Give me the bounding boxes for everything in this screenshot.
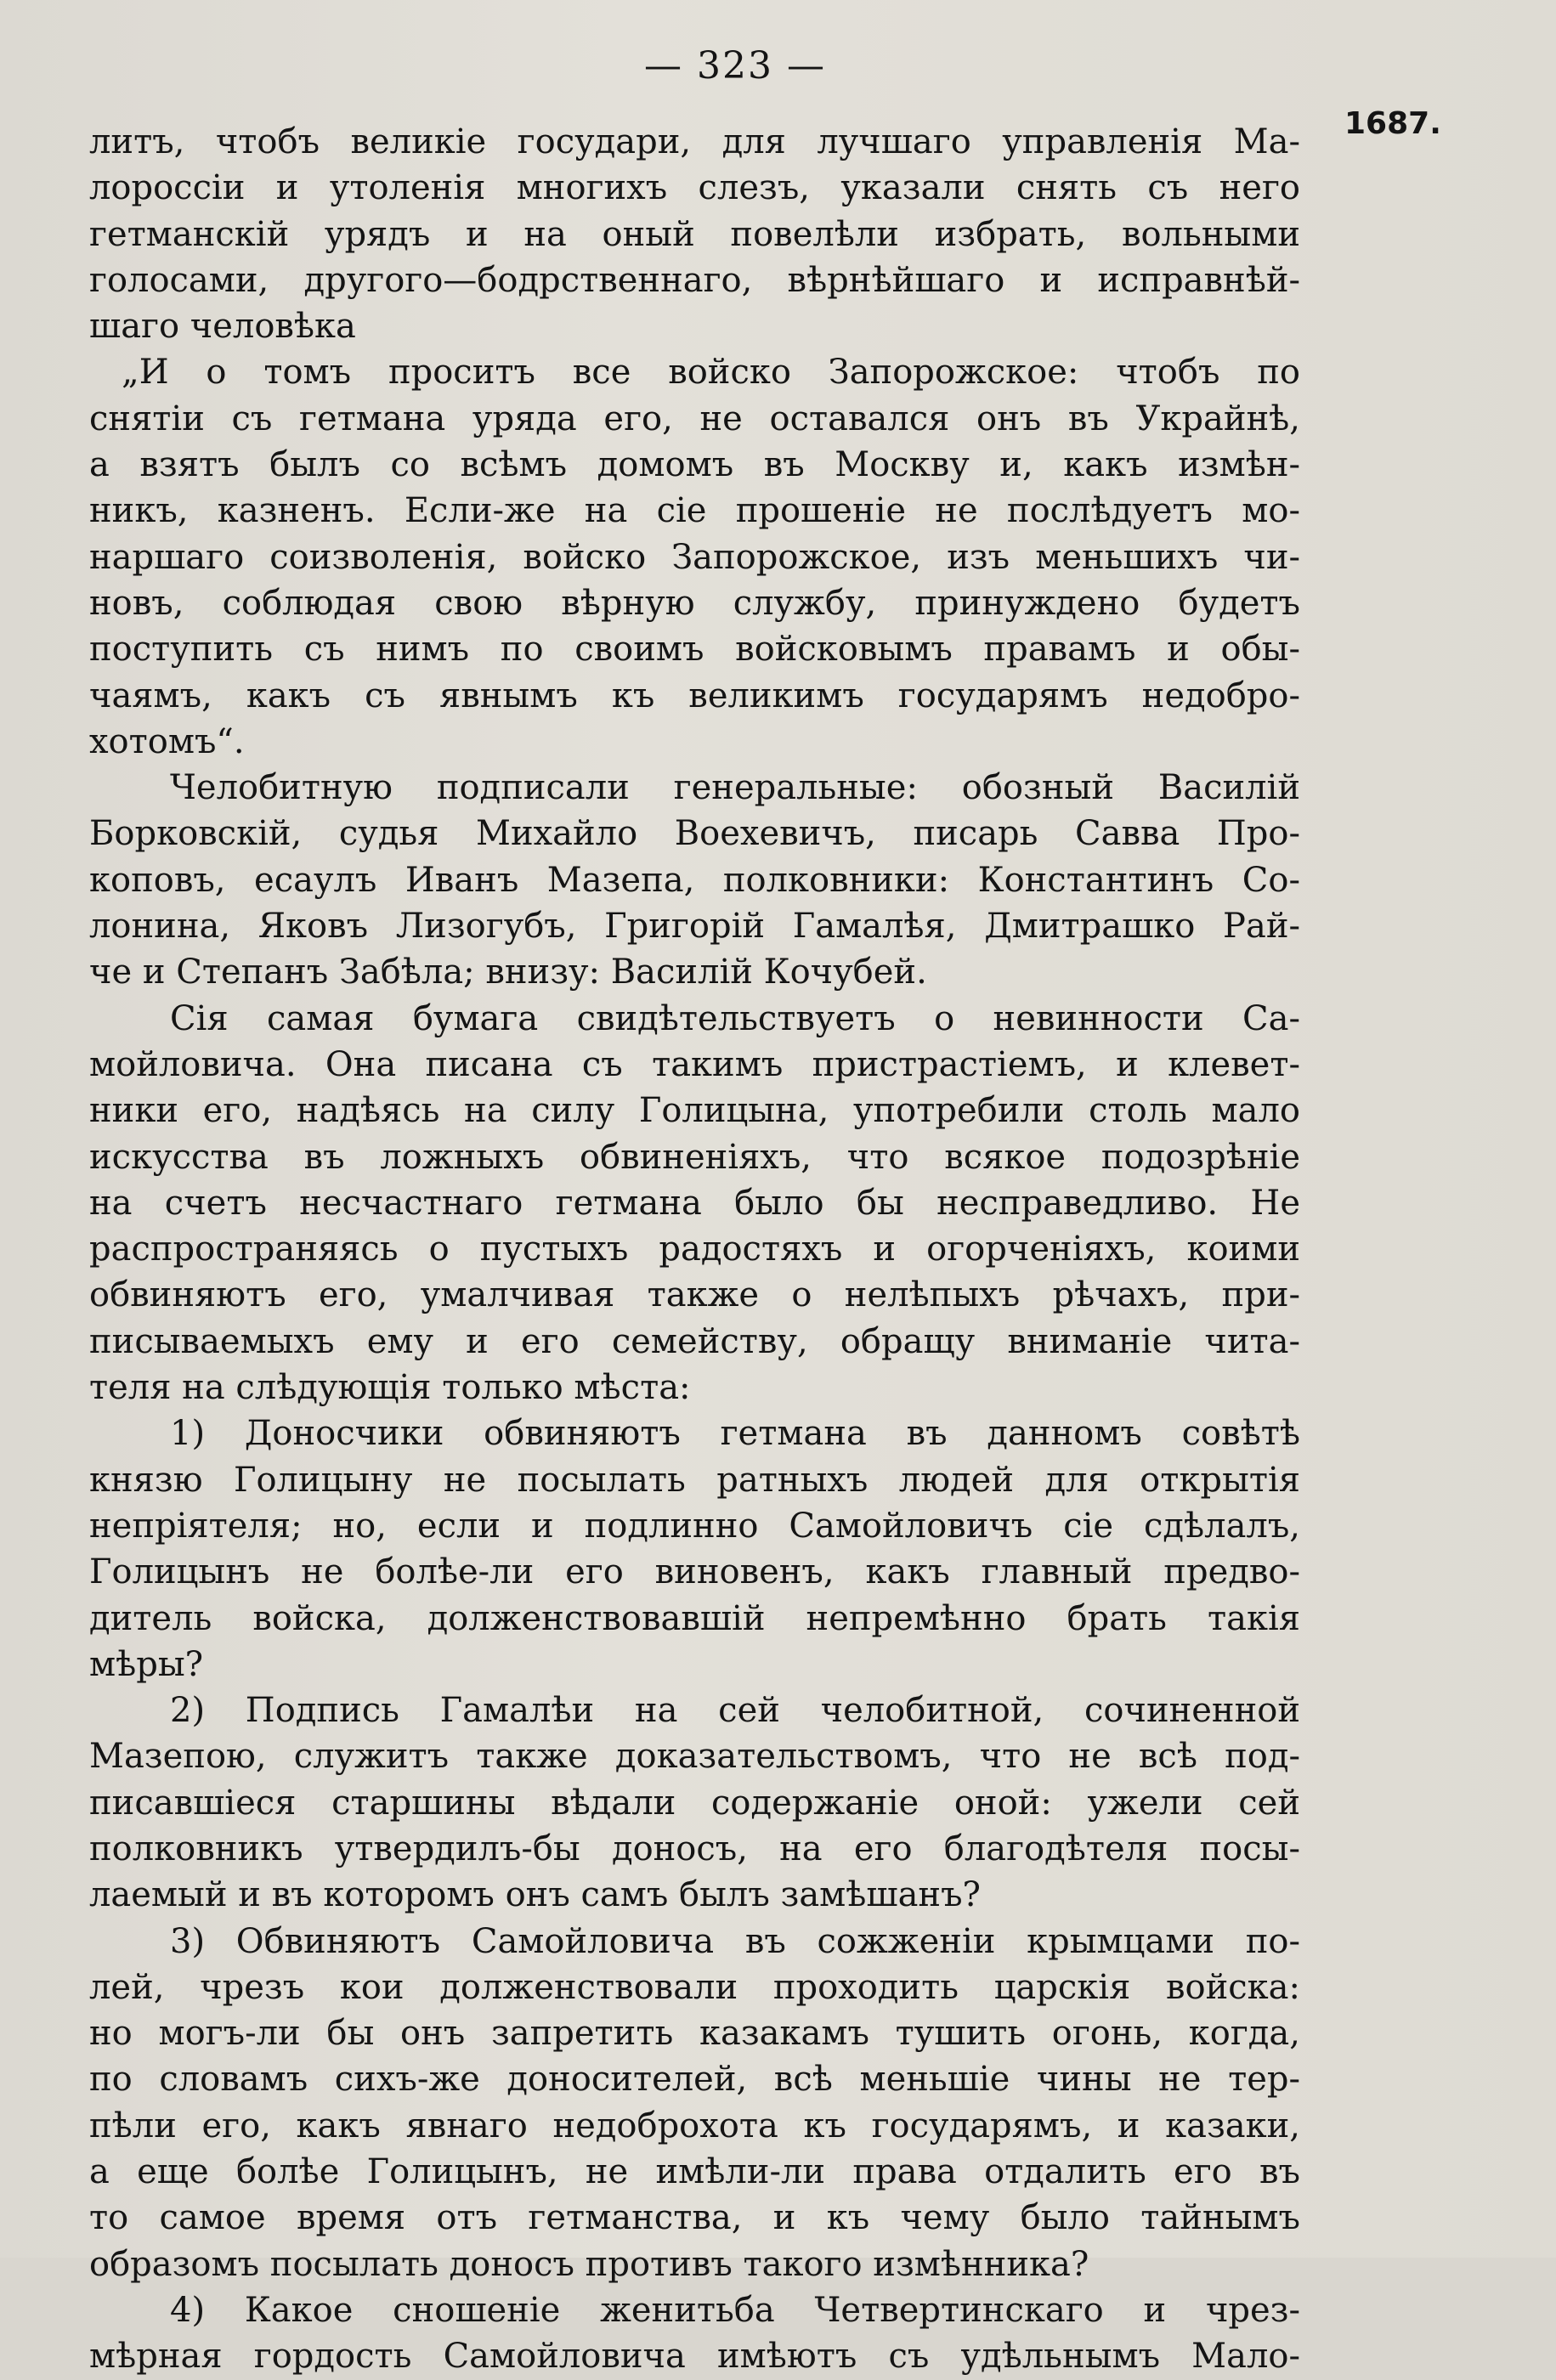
text-line: дитель войска, долженствовавшій непремѣнно брать такія [89, 1598, 1300, 1638]
text-line: „И о томъ проситъ все войско Запорожское: чтобъ по [122, 353, 1300, 393]
margin-year-note: 1687. [1344, 106, 1441, 141]
text-line: распространяясь о пустыхъ радостяхъ и огорченіяхъ, коими [89, 1230, 1300, 1269]
text-line: никъ, казненъ. Если-же на сіе прошеніе не послѣдуетъ мо- [89, 491, 1300, 531]
text-line: то самое время отъ гетманства, и къ чему было тайнымъ [89, 2198, 1300, 2238]
text-line: писываемыхъ ему и его семейству, обращу вниманіе чита- [89, 1321, 1300, 1361]
text-line: мойловича. Она писана съ такимъ пристрастіемъ, и клевет- [89, 1044, 1300, 1084]
text-line: лороссіи и утоленія многихъ слезъ, указали снять съ него [89, 168, 1300, 208]
text-line: коповъ, есаулъ Иванъ Мазепа, полковники: Константинъ Со- [89, 860, 1300, 900]
text-line: 4) Какое сношеніе женитьба Четвертинскаго и чрез- [170, 2290, 1300, 2330]
text-line: теля на слѣдующія только мѣста: [89, 1368, 691, 1408]
text-line: образомъ посылать доносъ противъ такого измѣнника? [89, 2244, 1089, 2284]
text-line: на счетъ несчастнаго гетмана было бы несправедливо. Не [89, 1183, 1300, 1223]
text-line: хотомъ“. [89, 721, 245, 761]
text-line: Мазепою, служитъ также доказательствомъ, что не всѣ под- [89, 1737, 1300, 1777]
text-line: а взятъ былъ со всѣмъ домомъ въ Москву и, какъ измѣн- [89, 445, 1300, 485]
text-line: Голицынъ не болѣе-ли его виновенъ, какъ главный предво- [89, 1552, 1300, 1592]
text-line: литъ, чтобъ великіе государи, для лучшаго управленія Ма- [89, 122, 1300, 161]
text-line: Борковскій, судья Михайло Воехевичъ, писарь Савва Про- [89, 814, 1300, 854]
text-line: мѣры? [89, 1644, 204, 1684]
text-line: шаго человѣка [89, 307, 356, 347]
text-line: Челобитную подписали генеральные: обозный Василій [170, 768, 1300, 808]
text-line: гетманскій урядъ и на оный повелѣли избрать, вольными [89, 214, 1300, 254]
text-line: ники его, надѣясь на силу Голицына, употребили столь мало [89, 1091, 1300, 1131]
text-line: лаемый и въ которомъ онъ самъ былъ замѣшанъ? [89, 1875, 981, 1915]
text-line: мѣрная гордость Самойловича имѣютъ съ удѣльнымъ Мало- [89, 2337, 1300, 2377]
text-line: че и Степанъ Забѣла; внизу: Василій Кочубей. [89, 953, 927, 992]
text-line: Сія самая бумага свидѣтельствуетъ о невинности Са- [170, 998, 1300, 1038]
text-line: чаямъ, какъ съ явнымъ къ великимъ государямъ недобро- [89, 676, 1300, 715]
text-line: князю Голицыну не посылать ратныхъ людей для открытія [89, 1460, 1300, 1500]
text-line: голосами, другого—бодрственнаго, вѣрнѣйшаго и исправнѣй- [89, 260, 1300, 300]
text-line: обвиняютъ его, умалчивая также о нелѣпыхъ рѣчахъ, при- [89, 1275, 1300, 1315]
text-line: снятіи съ гетмана уряда его, не оставался онъ въ Украйнѣ, [89, 399, 1300, 438]
text-line: 1) Доносчики обвиняютъ гетмана въ данномъ совѣтѣ [170, 1414, 1300, 1454]
text-line: полковникъ утвердилъ-бы доносъ, на его благодѣтеля посы- [89, 1829, 1300, 1868]
text-line: но могъ-ли бы онъ запретить казакамъ тушить огонь, когда, [89, 2014, 1300, 2054]
text-line: 3) Обвиняютъ Самойловича въ сожженіи крымцами по- [170, 1921, 1300, 1961]
text-line: по словамъ сихъ-же доносителей, всѣ меньшіе чины не тер- [89, 2060, 1300, 2100]
text-line: непріятеля; но, если и подлинно Самойловичъ сіе сдѣлалъ, [89, 1506, 1300, 1546]
text-line: писавшіеся старшины вѣдали содержаніе оной: ужели сей [89, 1783, 1300, 1823]
page-number: — 323 — [644, 44, 826, 88]
text-line: 2) Подпись Гамалѣи на сей челобитной, сочиненной [170, 1691, 1300, 1731]
text-line: лей, чрезъ кои долженствовали проходить царскія войска: [89, 1967, 1300, 2007]
body-text [89, 119, 1300, 2380]
text-line: поступить съ нимъ по своимъ войсковымъ правамъ и обы- [89, 630, 1300, 670]
text-line: искусства въ ложныхъ обвиненіяхъ, что всякое подозрѣніе [89, 1137, 1300, 1177]
text-line: а еще болѣе Голицынъ, не имѣли-ли права отдалить его въ [89, 2152, 1300, 2192]
text-line: наршаго соизволенія, войско Запорожское, изъ меньшихъ чи- [89, 537, 1300, 577]
text-line: новъ, соблюдая свою вѣрную службу, принуждено будетъ [89, 583, 1300, 623]
text-line: пѣли его, какъ явнаго недоброхота къ государямъ, и казаки, [89, 2106, 1300, 2145]
text-line: лонина, Яковъ Лизогубъ, Григорій Гамалѣя, Дмитрашко Рай- [89, 907, 1300, 947]
